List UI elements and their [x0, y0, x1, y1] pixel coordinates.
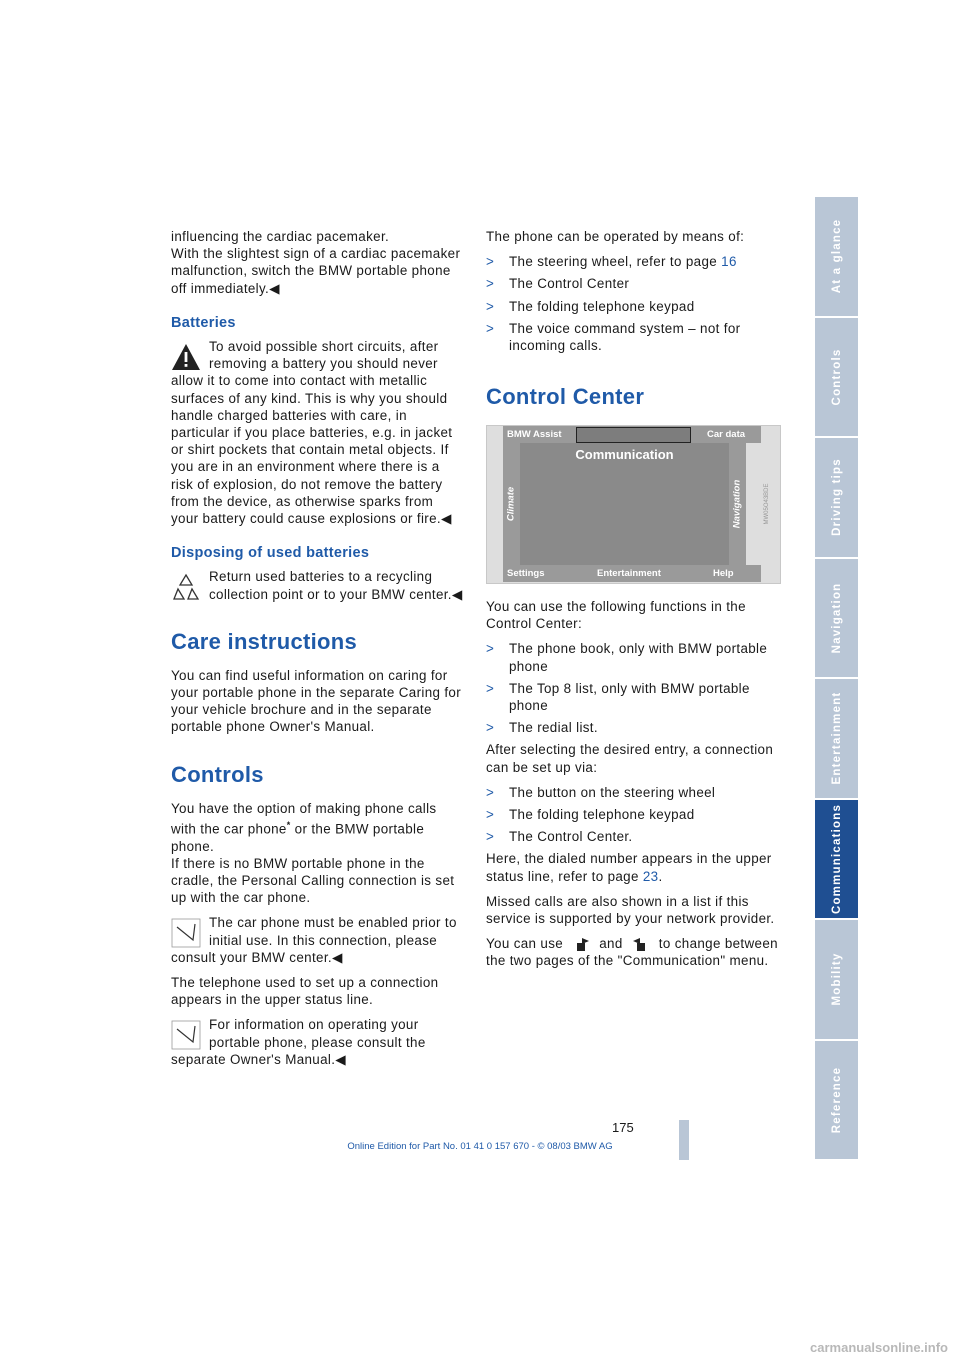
screen-display — [520, 443, 729, 565]
list-item: > The voice command system – not for incoming calls. — [486, 320, 741, 354]
list-item: > The redial list. — [486, 720, 598, 736]
list-item: > The folding telephone keypad — [486, 807, 695, 823]
screen-title: Communication — [575, 447, 674, 462]
controller-turn-left-icon — [567, 938, 595, 952]
bullet-marker: > — [486, 254, 495, 270]
bullet-marker: > — [486, 829, 495, 845]
bullet-marker: > — [486, 320, 495, 336]
list-item: > The steering wheel, refer to page 16 — [486, 254, 737, 270]
screen-label-climate: Climate — [505, 486, 517, 522]
paragraph: influencing the cardiac pacemaker. — [171, 229, 390, 244]
tab-controls[interactable]: Controls — [815, 318, 858, 437]
right-column — [486, 228, 778, 422]
footer-edition: Online Edition for Part No. 01 41 0 157 670 - © 08/03 BMW AG — [347, 1141, 613, 1152]
info-note: For information on operating your portable phone, please consult the separate Owner's Manual.◀ — [171, 1017, 426, 1067]
paragraph: Missed calls are also shown in a list if this service is supported by your network provider. — [486, 893, 775, 927]
paragraph: The telephone used to set up a connection appears in the upper status line. — [171, 974, 439, 1008]
paragraph: The phone can be operated by means of: — [486, 229, 745, 244]
list-item: > The Control Center. — [486, 829, 633, 845]
section-heading-care: Care instructions — [171, 628, 358, 654]
tab-reference[interactable]: Reference — [815, 1041, 858, 1160]
screen-label-car-data: Car data — [707, 429, 746, 440]
left-column — [171, 228, 463, 1076]
bullet-marker: > — [486, 784, 495, 800]
screen-label-bmw-assist: BMW Assist — [507, 429, 562, 440]
tab-communications[interactable]: Communications — [815, 800, 858, 919]
paragraph: With the slightest sign of a cardiac pacemaker malfunction, switch the BMW portable phone off immediately.◀ — [171, 246, 461, 296]
controller-turn-right-icon — [627, 938, 655, 952]
chapter-tabs — [815, 197, 858, 1161]
bullet-list — [486, 253, 778, 354]
bullet-marker: > — [486, 298, 495, 314]
page-marker-bar — [679, 1120, 689, 1160]
warning-note: To avoid possible short circuits, after removing a battery you should never allow it to come into contact with metallic surfaces of any kind. This is why you should handle charged batteries with care, in particular if you place batteries, e.g. in jacket or shirt pockets that contain metal objects. If you are in an environment where there is a risk of explosion, do not remove the battery from the device, as otherwise sparks from your battery could cause explosions or fire.◀ — [171, 339, 453, 527]
info-note: The car phone must be enabled prior to initial use. In this connection, please consult your BMW center.◀ — [171, 915, 457, 965]
list-item: > The Control Center — [486, 276, 630, 292]
recycle-icon — [171, 572, 201, 602]
tab-mobility[interactable]: Mobility — [815, 920, 858, 1039]
paragraph: After selecting the desired entry, a connection can be set up via: — [486, 742, 774, 775]
warning-icon — [171, 342, 201, 372]
note-arrow-icon — [171, 1020, 201, 1050]
tab-entertainment[interactable]: Entertainment — [815, 679, 858, 798]
page-link[interactable]: 16 — [721, 254, 737, 270]
bullet-list — [486, 784, 778, 846]
recycle-note: Return used batteries to a recycling collection point or to your BMW center.◀ — [171, 568, 463, 602]
control-center-screen-figure — [486, 425, 781, 584]
bullet-marker: > — [486, 807, 495, 823]
list-item: > The phone book, only with BMW portable phone — [486, 641, 768, 674]
note-arrow-icon — [171, 918, 201, 948]
list-item: > The button on the steering wheel — [486, 784, 716, 800]
watermark: carmanualsonline.info — [810, 1340, 948, 1355]
tab-driving-tips[interactable]: Driving tips — [815, 438, 858, 557]
paragraph: You have the option of making phone calls with the car phone* or the BMW portable phone. — [171, 800, 437, 854]
screen-label-help: Help — [713, 568, 734, 579]
right-column-lower — [486, 598, 778, 978]
tab-at-a-glance[interactable]: At a glance — [815, 197, 858, 316]
image-code: MW05O43BDE — [764, 483, 770, 525]
section-heading-control-center: Control Center — [486, 384, 645, 410]
bullet-marker: > — [486, 276, 495, 292]
bullet-list — [486, 640, 778, 736]
screen-label-entertainment: Entertainment — [597, 568, 661, 579]
bullet-marker: > — [486, 720, 495, 736]
optional-equipment-star: * — [286, 819, 291, 830]
page-number: 175 — [612, 1120, 634, 1135]
tab-navigation[interactable]: Navigation — [815, 559, 858, 678]
paragraph: Here, the dialed number appears in the upper status line, refer to page 23. — [486, 851, 772, 884]
section-heading-controls: Controls — [171, 761, 264, 787]
screen-label-settings: Settings — [507, 568, 545, 579]
paragraph: You can use the following functions in the Control Center: — [486, 599, 746, 632]
section-heading-disposing: Disposing of used batteries — [171, 545, 370, 562]
list-item: > The Top 8 list, only with BMW portable phone — [486, 680, 750, 714]
paragraph: You can find useful information on caring for your portable phone in the separate Caring for your vehicle brochure and in the separate portable phone Owner's Manual. — [171, 667, 462, 735]
bullet-marker: > — [486, 641, 495, 657]
paragraph: If there is no BMW portable phone in the cradle, the Personal Calling connection is set up with the car phone. — [171, 855, 455, 906]
section-heading-batteries: Batteries — [171, 314, 236, 331]
list-item: > The folding telephone keypad — [486, 298, 695, 314]
page-link[interactable]: 23 — [642, 868, 659, 884]
bullet-marker: > — [486, 680, 495, 696]
screen-label-navigation: Navigation — [731, 479, 743, 529]
paragraph: You can use and to change between the two pages of the "Communication" menu. — [486, 936, 778, 969]
